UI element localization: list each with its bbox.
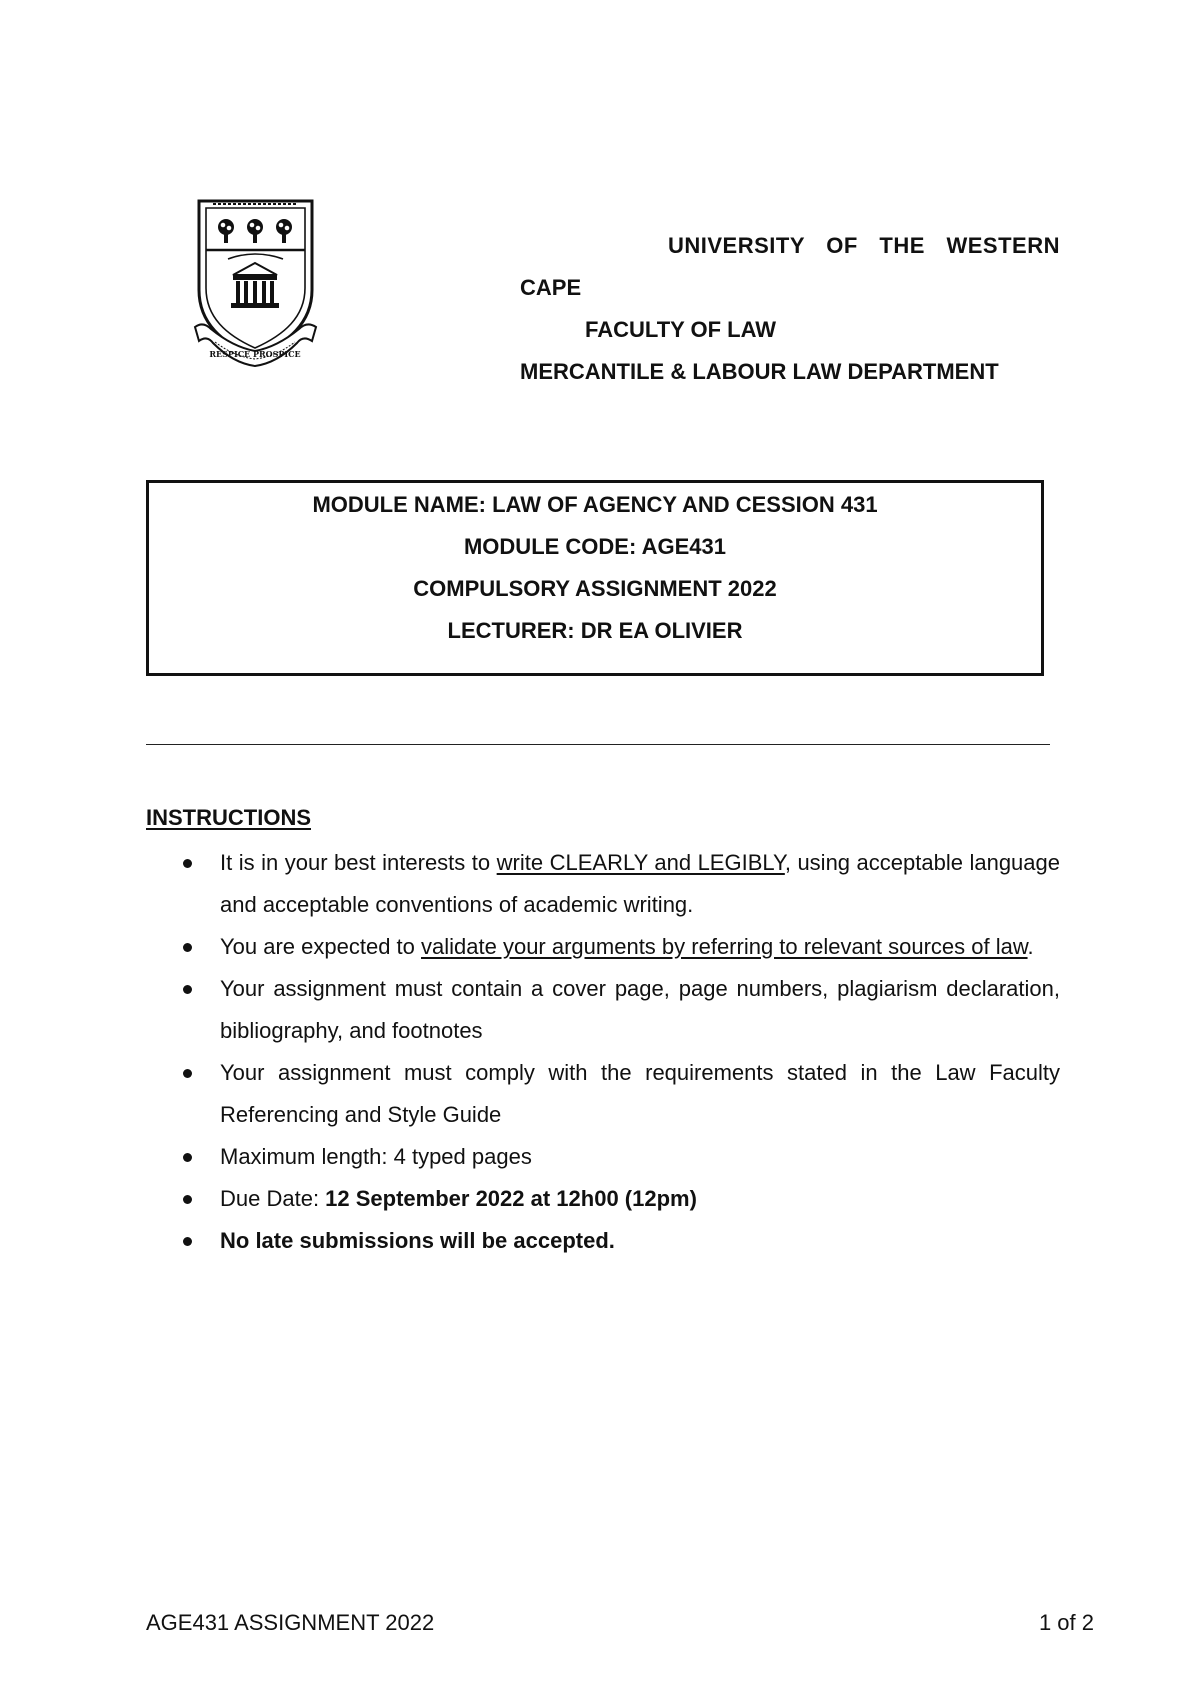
due-date: 12 September 2022 at 12h00 (12pm)	[325, 1186, 697, 1211]
crest-motto: RESPICE PROSPICE	[209, 349, 301, 359]
footer-document-title: AGE431 ASSIGNMENT 2022	[146, 1610, 435, 1635]
list-item: Maximum length: 4 typed pages	[146, 1136, 1060, 1178]
bullet-icon	[183, 985, 192, 994]
horizontal-divider	[146, 744, 1050, 745]
bullet-icon	[183, 1153, 192, 1162]
assignment-title: COMPULSORY ASSIGNMENT 2022	[413, 576, 777, 601]
footer-page-number: 1 of 2	[1038, 1610, 1094, 1635]
bullet-icon	[183, 1069, 192, 1078]
faculty-name: FACULTY OF LAW	[585, 317, 777, 342]
department-name: MERCANTILE & LABOUR LAW DEPARTMENT	[520, 359, 999, 384]
university-name-line2: CAPE	[520, 275, 582, 300]
list-item	[146, 1220, 1060, 1262]
lecturer-name: LECTURER: DR EA OLIVIER	[447, 618, 743, 643]
module-code: MODULE CODE: AGE431	[463, 534, 726, 559]
bullet-icon	[183, 943, 192, 952]
bullet-icon	[183, 1237, 192, 1246]
university-header	[520, 225, 1060, 393]
emphasis-underlined: write CLEARLY and LEGIBLY	[496, 850, 785, 875]
list-item: Due Date: 12 September 2022 at 12h00 (12pm)	[146, 1178, 1060, 1220]
module-name: MODULE NAME: LAW OF AGENCY AND CESSION 431	[312, 492, 878, 517]
list-item: Your assignment must comply with the requirements stated in the Law Faculty Referencing and Style Guide	[146, 1052, 1060, 1136]
bullet-icon	[183, 859, 192, 868]
instructions-heading: INSTRUCTIONS	[146, 805, 311, 830]
list-item: You are expected to validate your arguments by referring to relevant sources of law.	[146, 926, 1060, 968]
list-item: Your assignment must contain a cover page, page numbers, plagiarism declaration, bibliography, and footnotes	[146, 968, 1060, 1052]
module-info-box	[146, 480, 1044, 676]
instructions-list	[146, 842, 1060, 1262]
late-submission-notice: No late submissions will be accepted.	[220, 1228, 615, 1253]
university-crest-logo	[193, 195, 318, 370]
bullet-icon	[183, 1195, 192, 1204]
university-name-line1: UNIVERSITY OF THE WESTERN	[668, 233, 1060, 258]
list-item: It is in your best interests to write CLEARLY and LEGIBLY, using acceptable language and acceptable conventions of academic writing.	[146, 842, 1060, 926]
emphasis-underlined: validate your arguments by referring to relevant sources of law	[421, 934, 1028, 959]
